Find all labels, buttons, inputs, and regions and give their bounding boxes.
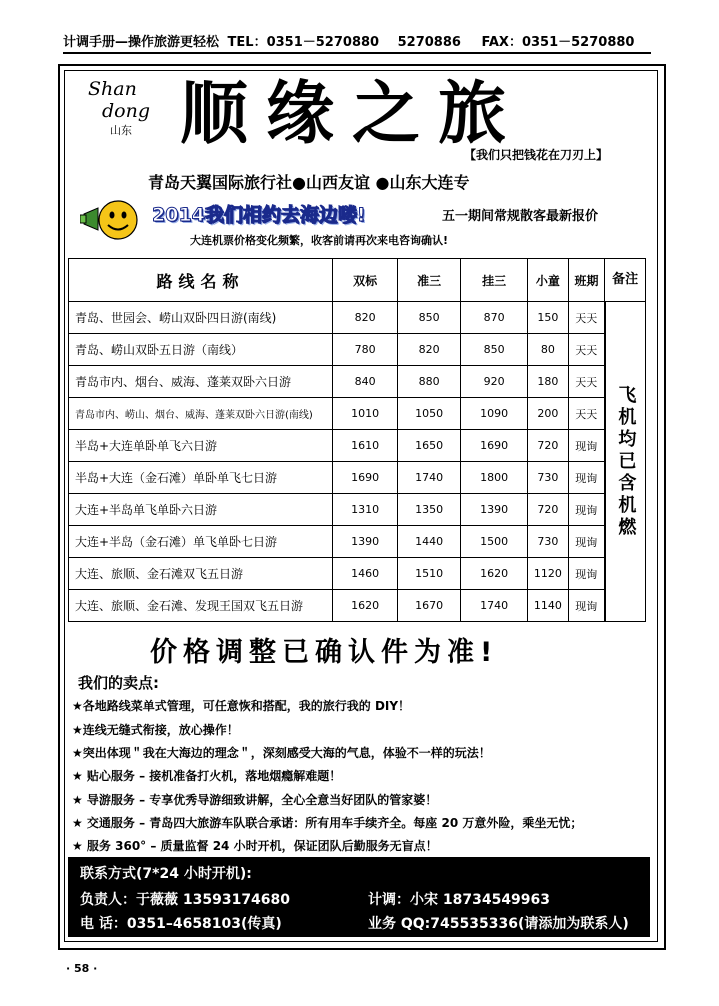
- header-fax: FAX：0351－5270880: [481, 35, 635, 50]
- header-tel2: 5270886: [397, 35, 461, 50]
- selling-point: ★ 贴心服务 – 接机准备打火机，落地烟瘾解难题！: [72, 769, 342, 783]
- period-cell: 现询: [568, 430, 605, 462]
- child-cell: 720: [528, 430, 569, 462]
- header-slogan: 计调手册—操作旅游更轻松: [63, 35, 220, 50]
- logo-line2: dong: [102, 100, 151, 122]
- g3-cell: 1500: [461, 526, 528, 558]
- g3-cell: 1390: [461, 494, 528, 526]
- route-cell: 大连、旅顺、金石滩双飞五日游: [69, 558, 333, 590]
- selling-point: ★连线无缝式衔接，放心操作！: [72, 723, 239, 737]
- table-row: [69, 590, 646, 622]
- contact-title: 联系方式(7*24 小时开机):: [80, 866, 252, 882]
- table-row: [69, 494, 646, 526]
- route-cell: 大连+半岛（金石滩）单飞单卧七日游: [69, 526, 333, 558]
- std-cell: 1010: [333, 398, 398, 430]
- z3-cell: 850: [398, 302, 461, 334]
- period-cell: 天天: [568, 334, 605, 366]
- contact-person: 负责人：于薇薇 13593174680: [80, 892, 291, 908]
- agency-list: 青岛天翼国际旅行社●山西友谊 ●山东大连专: [148, 173, 470, 192]
- slogan: 【我们只把钱花在刀刃上】: [464, 148, 609, 162]
- period-cell: 现询: [568, 526, 605, 558]
- std-cell: 820: [333, 302, 398, 334]
- price-notice: 大连机票价格变化频繁，收客前请再次来电咨询确认!: [190, 234, 449, 247]
- selling-points-title: 我们的卖点:: [78, 674, 159, 692]
- logo-line1: Shan: [88, 78, 137, 100]
- child-cell: 720: [528, 494, 569, 526]
- route-cell: 青岛市内、崂山、烟台、威海、蓬莱双卧六日游(南线): [69, 398, 333, 430]
- col-z3: 准三: [398, 259, 461, 302]
- route-cell: 青岛、世园会、崂山双卧四日游(南线): [69, 302, 333, 334]
- contact-operator: 计调：小宋 18734549963: [368, 892, 551, 908]
- period-cell: 现询: [568, 590, 605, 622]
- g3-cell: 1800: [461, 462, 528, 494]
- std-cell: 1690: [333, 462, 398, 494]
- child-cell: 730: [528, 462, 569, 494]
- col-route: 路线名称: [69, 259, 333, 302]
- g3-cell: 870: [461, 302, 528, 334]
- g3-cell: 1690: [461, 430, 528, 462]
- table-row: [69, 366, 646, 398]
- remark-cell: 飞机均已含机燃: [605, 302, 646, 622]
- child-cell: 730: [528, 526, 569, 558]
- route-cell: 大连、旅顺、金石滩、发现王国双飞五日游: [69, 590, 333, 622]
- std-cell: 1460: [333, 558, 398, 590]
- page-number: · 58 ·: [66, 962, 98, 975]
- period-cell: 天天: [568, 302, 605, 334]
- g3-cell: 1090: [461, 398, 528, 430]
- col-period: 班期: [568, 259, 605, 302]
- price-table: [68, 258, 646, 622]
- std-cell: 840: [333, 366, 398, 398]
- confirm-notice: 价格调整已确认件为准!: [150, 637, 499, 668]
- logo-line3: 山东: [110, 124, 132, 137]
- period-cell: 现询: [568, 462, 605, 494]
- child-cell: 1120: [528, 558, 569, 590]
- route-cell: 大连+半岛单飞单卧六日游: [69, 494, 333, 526]
- col-remark: 备注: [605, 259, 646, 302]
- z3-cell: 1050: [398, 398, 461, 430]
- header-tel: TEL：0351－5270880: [227, 35, 380, 50]
- z3-cell: 880: [398, 366, 461, 398]
- col-g3: 挂三: [461, 259, 528, 302]
- header-bar: [63, 34, 651, 54]
- z3-cell: 1670: [398, 590, 461, 622]
- std-cell: 1390: [333, 526, 398, 558]
- table-row: [69, 398, 646, 430]
- shandong-logo: [80, 78, 170, 140]
- std-cell: 1610: [333, 430, 398, 462]
- z3-cell: 1650: [398, 430, 461, 462]
- period-cell: 现询: [568, 558, 605, 590]
- table-header-row: [69, 259, 646, 302]
- route-cell: 青岛、崂山双卧五日游（南线）: [69, 334, 333, 366]
- std-cell: 1620: [333, 590, 398, 622]
- g3-cell: 1620: [461, 558, 528, 590]
- child-cell: 200: [528, 398, 569, 430]
- z3-cell: 1440: [398, 526, 461, 558]
- col-child: 小童: [528, 259, 569, 302]
- table-row: [69, 334, 646, 366]
- period-cell: 现询: [568, 494, 605, 526]
- selling-point: ★ 导游服务 – 专享优秀导游细致讲解，全心全意当好团队的管家婆！: [72, 793, 438, 807]
- child-cell: 1140: [528, 590, 569, 622]
- child-cell: 180: [528, 366, 569, 398]
- selling-point: ★各地路线菜单式管理，可任意恢和搭配，我的旅行我的 DIY！: [72, 699, 411, 713]
- route-cell: 半岛+大连单卧单飞六日游: [69, 430, 333, 462]
- page-title: 顺缘之旅: [180, 74, 525, 154]
- smiley-megaphone-icon: [80, 196, 140, 244]
- g3-cell: 1740: [461, 590, 528, 622]
- z3-cell: 1510: [398, 558, 461, 590]
- route-cell: 青岛市内、烟台、威海、蓬莱双卧六日游: [69, 366, 333, 398]
- selling-point: ★突出体现＂我在大海边的理念＂，深刻感受大海的气息，体验不一样的玩法！: [72, 746, 491, 760]
- child-cell: 150: [528, 302, 569, 334]
- z3-cell: 820: [398, 334, 461, 366]
- z3-cell: 1740: [398, 462, 461, 494]
- table-row: [69, 526, 646, 558]
- selling-point: ★ 交通服务 – 青岛四大旅游车队联合承诺：所有用车手续齐全。每座 20 万意外险，乘坐无忧；: [72, 816, 583, 830]
- g3-cell: 920: [461, 366, 528, 398]
- promo-note: 五一期间常规散客最新报价: [442, 209, 599, 224]
- child-cell: 80: [528, 334, 569, 366]
- col-std: 双标: [333, 259, 398, 302]
- z3-cell: 1350: [398, 494, 461, 526]
- contact-box: [68, 857, 650, 937]
- selling-point: ★ 服务 360° – 质量监督 24 小时开机，保证团队后勤服务无盲点！: [72, 839, 438, 853]
- table-row: [69, 302, 646, 334]
- std-cell: 780: [333, 334, 398, 366]
- contact-phone: 电 话：0351–4658103(传真): [80, 916, 282, 932]
- table-row: [69, 462, 646, 494]
- promo-headline: 2014我们相约去海边喽!: [152, 204, 366, 226]
- period-cell: 天天: [568, 366, 605, 398]
- period-cell: 天天: [568, 398, 605, 430]
- route-cell: 半岛+大连（金石滩）单卧单飞七日游: [69, 462, 333, 494]
- g3-cell: 850: [461, 334, 528, 366]
- table-row: [69, 558, 646, 590]
- table-row: [69, 430, 646, 462]
- std-cell: 1310: [333, 494, 398, 526]
- contact-qq: 业务 QQ:745535336(请添加为联系人): [368, 916, 629, 932]
